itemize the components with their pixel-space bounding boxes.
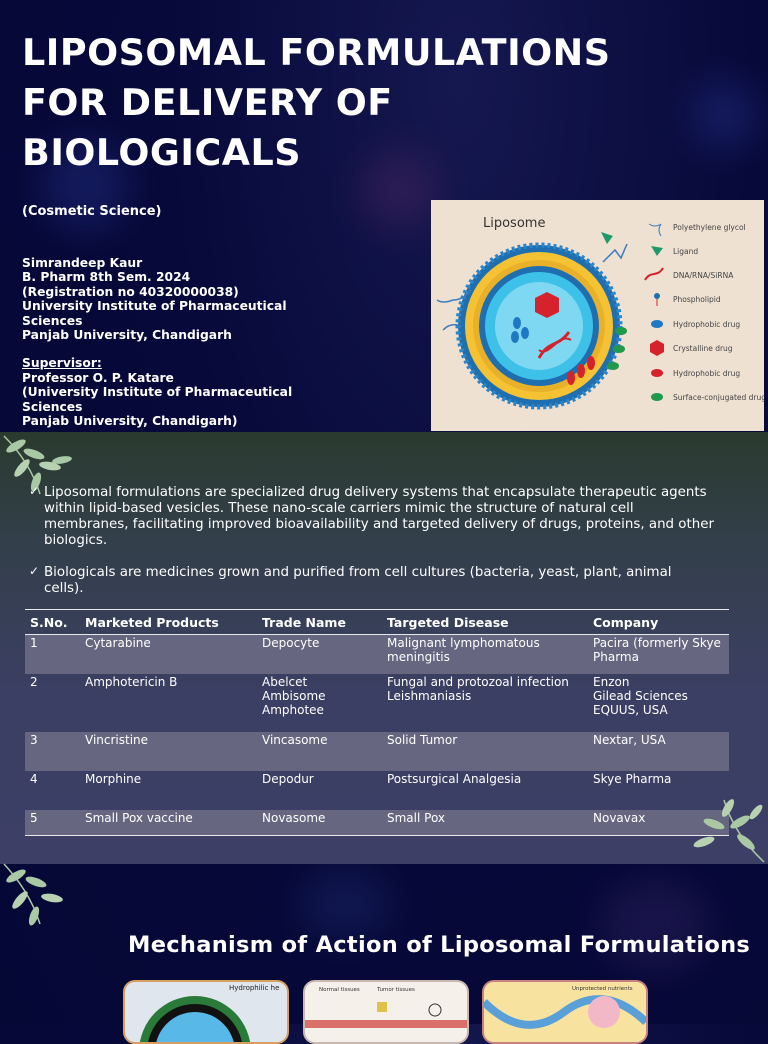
table-cell: Novavax: [588, 810, 729, 836]
thumbnail-label: Normal tissues: [319, 987, 360, 993]
table-row: [25, 732, 729, 771]
checkmark-icon: ✓: [29, 484, 40, 498]
table-cell: Novasome: [257, 810, 382, 836]
supervisor-name: Professor O. P. Katare: [22, 370, 174, 385]
legend-label: Ligand: [673, 247, 699, 256]
course-label: (Cosmetic Science): [22, 204, 162, 219]
supervisor-institute: (University Institute of Pharmaceutical Sciences: [22, 385, 293, 414]
table-cell: 2: [30, 674, 38, 689]
table-cell: Vincasome: [257, 732, 382, 771]
bokeh: [690, 80, 760, 150]
mechanism-thumbnail-1: [123, 980, 289, 1044]
bullet-text: Biologicals are medicines grown and purified from cell cultures (bacteria, yeast, plant, animal cells).: [44, 565, 672, 596]
table-cell: Small Pox vaccine: [80, 810, 257, 836]
legend-label: Phospholipid: [673, 295, 721, 304]
diagram-legend: [645, 223, 764, 402]
liposome-illustration: [437, 232, 627, 407]
column-header: S.No.: [25, 610, 80, 635]
legend-label: Crystalline drug: [673, 344, 733, 353]
column-header: Company: [588, 610, 729, 635]
mechanism-thumbnail-3: [482, 980, 648, 1044]
page-title: LIPOSOMAL FORMULATIONS FOR DELIVERY OF BIOLOGICALS: [22, 31, 611, 174]
column-header: Marketed Products: [80, 610, 257, 635]
mechanism-heading: Mechanism of Action of Liposomal Formulations: [128, 932, 751, 958]
legend-label: Hydrophobic drug: [673, 320, 741, 329]
table-cell: Cytarabine: [80, 635, 257, 674]
table-cell: Postsurgical Analgesia: [387, 771, 522, 786]
table-row: [25, 674, 729, 732]
thumbnail-label: Hydrophilic he: [229, 984, 280, 992]
legend-label: Polyethylene glycol: [673, 223, 746, 232]
column-header: Trade Name: [257, 610, 382, 635]
author-name: Simrandeep Kaur: [22, 256, 143, 270]
table-cell: Depodur: [262, 771, 314, 786]
liposome-diagram: [431, 200, 764, 431]
table-row: [25, 635, 729, 674]
table-cell: 3: [25, 732, 80, 771]
products-table: [25, 609, 729, 836]
table-cell: Malignant lymphomatous meningitis: [382, 635, 588, 674]
legend-label: Surface-conjugated drug: [673, 393, 764, 402]
table-cell: 4: [30, 771, 38, 786]
column-header: Targeted Disease: [382, 610, 588, 635]
table-cell: 5: [25, 810, 80, 836]
bullet-text: Liposomal formulations are specialized drug delivery systems that encapsulate therapeutic agents within lipid-based vesicles. These nano-scale carriers mimic the structure of natural cell membranes, facilitating improved bioavailability and targeted delivery of drugs, proteins, and other biologics.: [44, 485, 714, 548]
table-cell: Fungal and protozoal infection Leishmaniasis: [387, 674, 569, 703]
supervisor-university: Panjab University, Chandigarh): [22, 414, 238, 429]
table-cell: Morphine: [85, 771, 142, 786]
table-header-row: [25, 610, 729, 635]
thumbnail-label: Tumor tissues: [377, 987, 415, 993]
author-registration: (Registration no 40320000038): [22, 284, 239, 299]
table-cell: Enzon Gilead Sciences EQUUS, USA: [593, 674, 688, 717]
table-cell: Solid Tumor: [382, 732, 588, 771]
bullet-item: [29, 564, 714, 597]
intro-section: [0, 432, 768, 864]
checkmark-icon: ✓: [29, 564, 40, 578]
table-cell: Nextar, USA: [588, 732, 729, 771]
bullet-item: [29, 484, 714, 549]
thumbnail-label: Unprotected nutrients: [572, 986, 633, 992]
table-cell: Small Pox: [382, 810, 588, 836]
diagram-title: Liposome: [483, 216, 546, 231]
author-institute: University Institute of Pharmaceutical Sciences: [22, 299, 287, 328]
table-cell: Pacira (formerly Skye Pharma: [588, 635, 729, 674]
legend-label: Hydrophobic drug: [673, 369, 741, 378]
supervisor-heading: Supervisor:: [22, 356, 102, 371]
table-cell: Vincristine: [80, 732, 257, 771]
table-cell: Amphotericin B: [85, 674, 178, 689]
table-cell: Abelcet Ambisome Amphotee: [262, 674, 326, 717]
table-row: [25, 810, 729, 836]
legend-label: DNA/RNA/SiRNA: [673, 271, 734, 280]
table-cell: Depocyte: [257, 635, 382, 674]
table-row: [25, 771, 729, 810]
author-university: Panjab University, Chandigarh: [22, 328, 232, 343]
table-cell: 1: [25, 635, 80, 674]
table-cell: Skye Pharma: [593, 771, 672, 786]
leaf-decoration-icon: [0, 862, 80, 926]
author-program: B. Pharm 8th Sem. 2024: [22, 270, 191, 285]
mechanism-thumbnail-2: [303, 980, 469, 1044]
author-block: [22, 256, 312, 428]
leaf-decoration-icon: [684, 794, 768, 864]
bokeh: [300, 870, 390, 940]
